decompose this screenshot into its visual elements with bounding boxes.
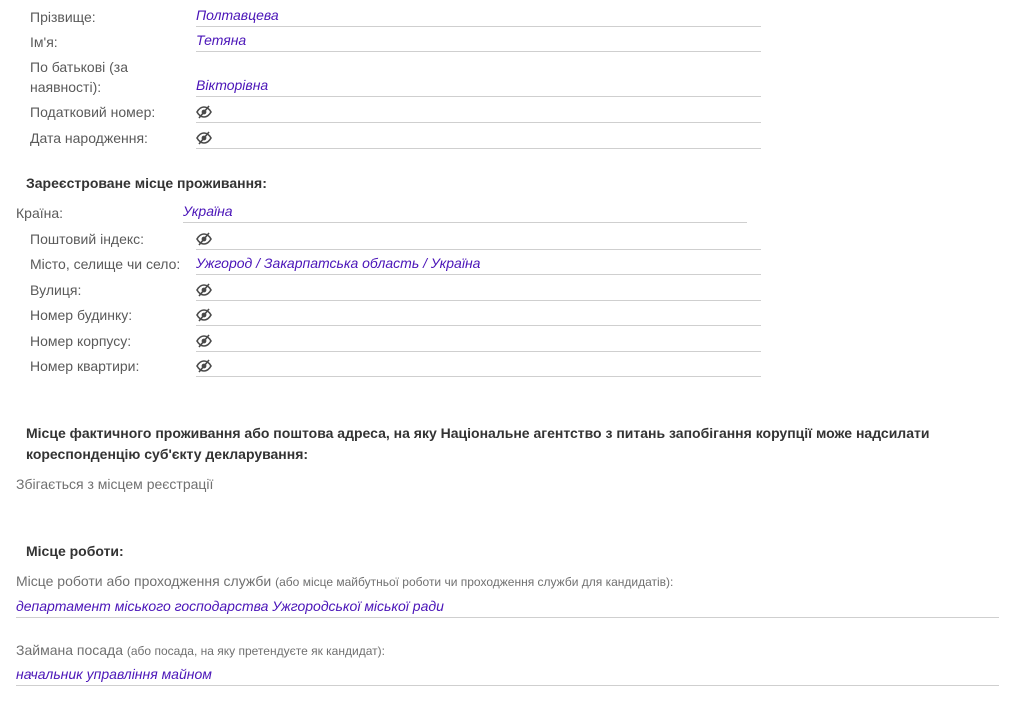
city-field: [196, 254, 761, 275]
birth-date-label: Дата народження:: [30, 130, 148, 146]
surname-value: Полтавцева: [196, 7, 279, 23]
position-label-row: [16, 640, 385, 661]
surname-label: Прізвище:: [30, 9, 96, 25]
patronymic-label-line2: наявності):: [30, 79, 102, 95]
building-number-field: [196, 331, 761, 352]
apartment-number-label: Номер квартири:: [30, 358, 140, 374]
country-value: Україна: [183, 203, 233, 219]
eye-slash-icon: [196, 282, 212, 298]
position-hint: (або посада, на яку претендуєте як кандидат):: [126, 644, 385, 658]
postcode-label: Поштовий індекс:: [30, 231, 145, 247]
birth-date-field: [196, 128, 761, 149]
patronymic-label-line1: По батькові (за: [30, 59, 128, 75]
eye-slash-icon: [196, 358, 212, 374]
street-field: [196, 280, 761, 301]
city-label: Місто, селище чи село:: [30, 256, 181, 272]
house-number-field: [196, 305, 761, 326]
postcode-field: [196, 229, 761, 250]
street-label: Вулиця:: [30, 282, 82, 298]
actual-address-title-line1: Місце фактичного проживання або поштова адреса, на яку Національне агентство з питань запобігання корупції може надсилати: [26, 425, 930, 441]
name-field: [196, 31, 761, 52]
apartment-number-field: [196, 356, 761, 377]
position-field: [16, 665, 999, 686]
eye-slash-icon: [196, 104, 212, 120]
registered-address-title: Зареєстроване місце проживання:: [26, 175, 267, 191]
position-value: начальник управління майном: [16, 666, 212, 682]
patronymic-value: Вікторівна: [196, 77, 269, 93]
work-place-field: [16, 597, 999, 618]
actual-address-value: Збігається з місцем реєстрації: [16, 476, 214, 492]
eye-slash-icon: [196, 130, 212, 146]
eye-slash-icon: [196, 333, 212, 349]
work-place-value: департамент міського господарства Ужгородської міської ради: [16, 598, 444, 614]
surname-field: [196, 6, 761, 27]
tax-number-label: Податковий номер:: [30, 104, 156, 120]
work-place-label-row: [16, 571, 673, 592]
city-value: Ужгород / Закарпатська область / Україна: [196, 255, 481, 271]
eye-slash-icon: [196, 231, 212, 247]
work-place-title: Місце роботи:: [26, 543, 124, 559]
work-place-label: Місце роботи або проходження служби: [16, 573, 272, 589]
work-place-hint: (або місце майбутньої роботи чи проходження служби для кандидатів):: [275, 575, 674, 589]
eye-slash-icon: [196, 307, 212, 323]
building-number-label: Номер корпусу:: [30, 333, 132, 349]
country-label: Країна:: [16, 205, 64, 221]
name-label: Ім'я:: [30, 34, 58, 50]
patronymic-field: [196, 76, 761, 97]
country-field: [183, 202, 747, 223]
house-number-label: Номер будинку:: [30, 307, 133, 323]
actual-address-title-line2: кореспонденцію суб'єкту декларування:: [26, 446, 309, 462]
name-value: Тетяна: [196, 32, 247, 48]
tax-number-field: [196, 102, 761, 123]
position-label: Займана посада: [16, 642, 123, 658]
